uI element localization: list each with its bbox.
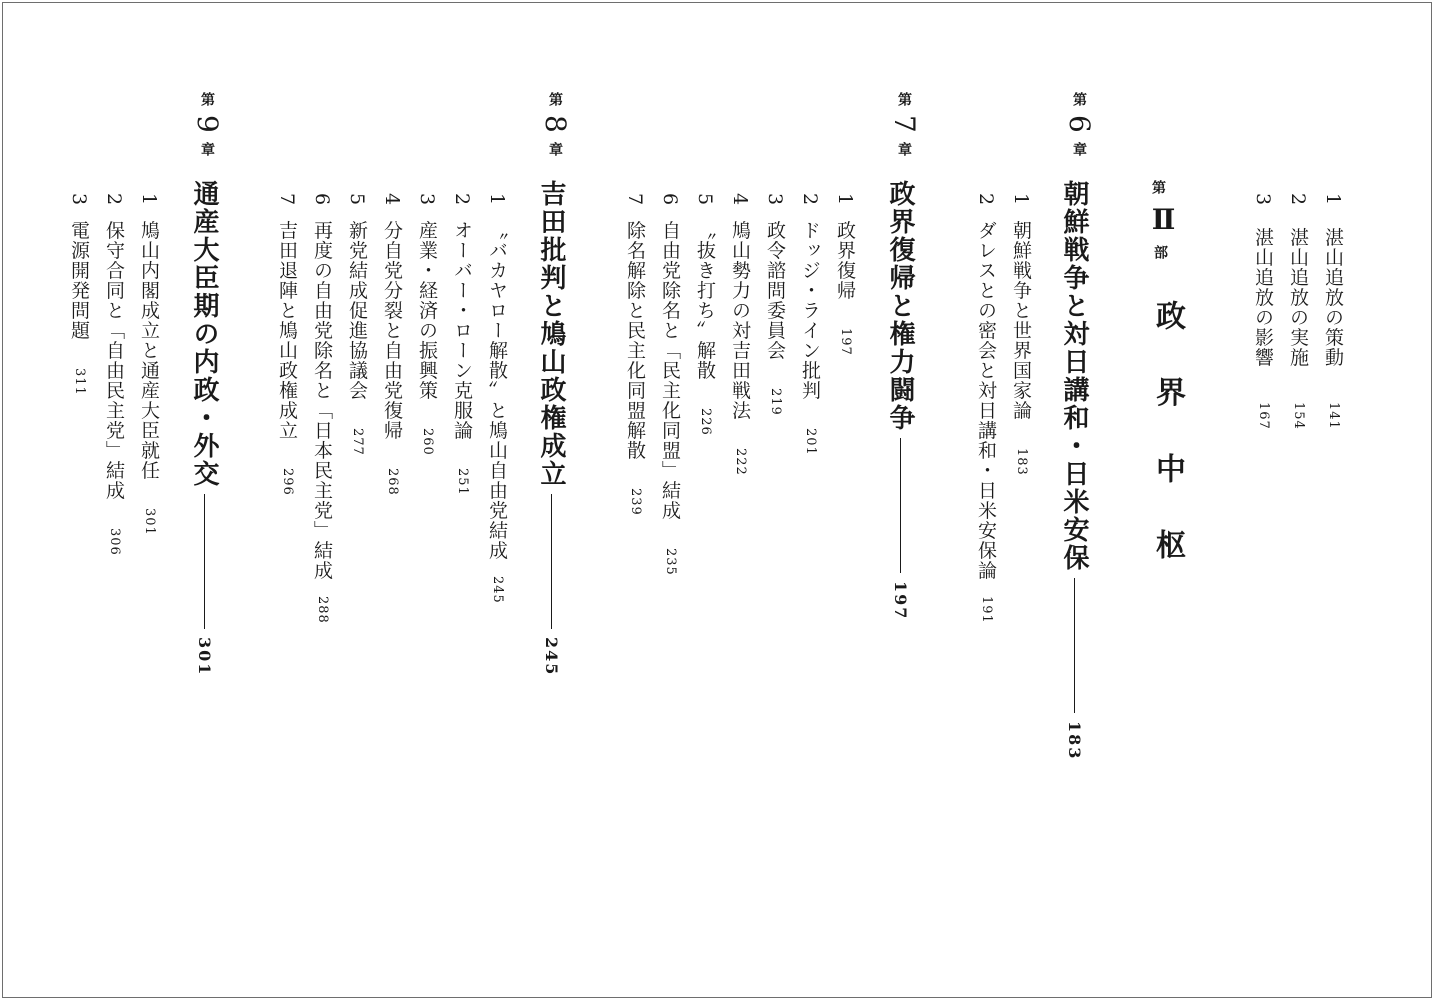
toc-entry[interactable] (727, 193, 754, 476)
entry-number: 5 (694, 193, 716, 207)
entry-page: 154 (1291, 402, 1306, 431)
chapter-page: 245 (542, 637, 561, 677)
entry-number: 2 (799, 193, 821, 207)
entry-title: 電源開発問題 (68, 220, 90, 341)
entry-page: 201 (803, 428, 818, 456)
entry-page: 235 (663, 548, 678, 576)
entry-page: 191 (979, 596, 994, 624)
entry-title: ダレスとの密会と対日講和・日米安保論 (975, 220, 997, 581)
entry-title: 政令諮問委員会 (764, 220, 786, 361)
entry-page: 301 (142, 508, 157, 536)
chapter-page: 301 (195, 637, 214, 677)
toc-entry[interactable] (762, 193, 789, 416)
toc-entry[interactable] (973, 193, 1000, 624)
entry-page: 197 (838, 328, 853, 356)
chapter-title: 朝鮮戦争と対日講和・日米安保 (1059, 180, 1089, 572)
chapter-heading[interactable] (186, 180, 223, 676)
toc-entry[interactable] (379, 193, 406, 496)
entry-number: 1 (138, 193, 160, 207)
toc-entry[interactable] (797, 193, 824, 456)
chapter-sho: 章 (199, 142, 215, 157)
toc-entry[interactable] (832, 193, 859, 356)
leader-rule (1074, 578, 1075, 713)
entry-title: 政界復帰 (834, 220, 856, 301)
chapter-sho: 章 (547, 142, 563, 157)
chapter-label (191, 92, 224, 157)
chapter-label (1063, 92, 1096, 157)
entry-title: 再度の自由党除名と「日本民主党」結成 (311, 220, 333, 581)
chapter-number: 7 (888, 115, 921, 133)
entry-page: 306 (107, 528, 122, 556)
chapter-heading[interactable] (882, 180, 919, 620)
toc-entry[interactable] (101, 193, 128, 556)
entry-number: 7 (624, 193, 646, 207)
part-bu-text: 部 (1152, 245, 1168, 259)
part-bu (1150, 245, 1170, 259)
entry-title: 自由党除名と「民主化同盟」結成 (659, 220, 681, 521)
entry-number: 1 (1010, 193, 1032, 207)
chapter-dai: 第 (199, 92, 215, 106)
entry-page: 183 (1014, 448, 1029, 476)
entry-page: 222 (733, 448, 748, 476)
chapter-label (539, 92, 572, 157)
entry-title: 分自党分裂と自由党復帰 (381, 220, 403, 441)
toc-entry[interactable] (1008, 193, 1035, 476)
entry-title: 新党結成促進協議会 (346, 220, 368, 401)
entry-number: 1 (486, 193, 508, 207)
entry-page: 288 (315, 596, 330, 624)
entry-title: 除名解除と民主化同盟解散 (624, 220, 646, 461)
entry-page: 219 (768, 388, 783, 416)
chapter-sho: 章 (1071, 142, 1087, 157)
toc-entry[interactable] (309, 193, 336, 624)
entry-page: 226 (698, 408, 713, 436)
entry-page: 141 (1326, 402, 1341, 431)
entry-title: 〝バカヤロー解散〟と鳩山自由党結成 (486, 220, 508, 561)
entry-page: 268 (385, 468, 400, 496)
entry-page: 296 (280, 468, 295, 496)
entry-number: 3 (68, 193, 90, 207)
entry-title: 産業・経済の振興策 (416, 220, 438, 401)
entry-number: 2 (975, 193, 997, 207)
toc-entry[interactable] (449, 193, 476, 496)
entry-number: 1 (1322, 193, 1344, 207)
toc-entry[interactable] (657, 193, 684, 576)
entry-page: 251 (455, 468, 470, 496)
chapter-number: 9 (191, 115, 224, 133)
chapter-dai: 第 (547, 92, 563, 106)
entry-number: 1 (834, 193, 856, 207)
entry-number: 4 (381, 193, 403, 207)
entry-title: 吉田退陣と鳩山政権成立 (276, 220, 298, 441)
chapter-number: 6 (1063, 115, 1096, 133)
toc-entry[interactable] (344, 193, 371, 456)
entry-number: 5 (346, 193, 368, 207)
toc-entry[interactable] (1285, 193, 1312, 430)
chapter-dai: 第 (1071, 92, 1087, 106)
entry-number: 2 (451, 193, 473, 207)
entry-page: 277 (350, 428, 365, 456)
entry-page: 260 (420, 428, 435, 456)
toc-entry[interactable] (622, 193, 649, 516)
entry-number: 2 (103, 193, 125, 207)
chapter-title: 吉田批判と鳩山政権成立 (536, 180, 566, 488)
entry-title: ドッジ・ライン批判 (799, 220, 821, 401)
chapter-title: 通産大臣期の内政・外交 (189, 180, 219, 488)
chapter-page: 183 (1065, 721, 1084, 761)
entry-number: 3 (764, 193, 786, 207)
entry-title: オーバー・ローン克服論 (451, 220, 473, 441)
chapter-title: 政界復帰と権力闘争 (885, 180, 915, 432)
toc-entry[interactable] (274, 193, 301, 496)
chapter-dai: 第 (896, 92, 912, 106)
entry-number: 6 (659, 193, 681, 207)
toc-entry[interactable] (66, 193, 93, 396)
entry-number: 6 (311, 193, 333, 207)
chapter-sho: 章 (896, 142, 912, 157)
part-dai: 第 (1150, 180, 1166, 194)
chapter-heading[interactable] (533, 180, 570, 676)
toc-entry[interactable] (1320, 193, 1347, 430)
leader-rule (900, 438, 901, 573)
leader-rule (551, 494, 552, 629)
entry-number: 2 (1287, 193, 1309, 207)
entry-title: 〝抜き打ち〟解散 (694, 220, 716, 381)
entry-page: 239 (628, 488, 643, 516)
entry-title: 湛山追放の影響 (1252, 227, 1274, 368)
part-numeral-text: Ⅱ (1147, 203, 1180, 236)
entry-number: 4 (729, 193, 751, 207)
chapter-page: 197 (891, 581, 910, 621)
entry-page: 311 (72, 368, 87, 396)
part-title: 政 界 中 枢 (1150, 300, 1185, 578)
entry-title: 鳩山内閣成立と通産大臣就任 (138, 220, 160, 481)
entry-number: 7 (276, 193, 298, 207)
entry-title: 朝鮮戦争と世界国家論 (1010, 220, 1032, 421)
part-label (1148, 180, 1168, 194)
chapter-number: 8 (539, 115, 572, 133)
chapter-heading[interactable] (1056, 180, 1093, 760)
part-numeral (1147, 203, 1180, 236)
entry-number: 3 (1252, 193, 1274, 207)
entry-number: 3 (416, 193, 438, 207)
leader-rule (204, 494, 205, 629)
toc-entry[interactable] (136, 193, 163, 536)
entry-title: 鳩山勢力の対吉田戦法 (729, 220, 751, 421)
toc-entry[interactable] (1250, 193, 1277, 430)
entry-title: 湛山追放の策動 (1322, 227, 1344, 368)
chapter-label (888, 92, 921, 157)
toc-entry[interactable] (484, 193, 511, 604)
toc-entry[interactable] (692, 193, 719, 436)
entry-title: 保守合同と「自由民主党」結成 (103, 220, 125, 501)
entry-page: 167 (1256, 402, 1271, 431)
entry-page: 245 (490, 576, 505, 604)
toc-entry[interactable] (414, 193, 441, 456)
entry-title: 湛山追放の実施 (1287, 227, 1309, 368)
